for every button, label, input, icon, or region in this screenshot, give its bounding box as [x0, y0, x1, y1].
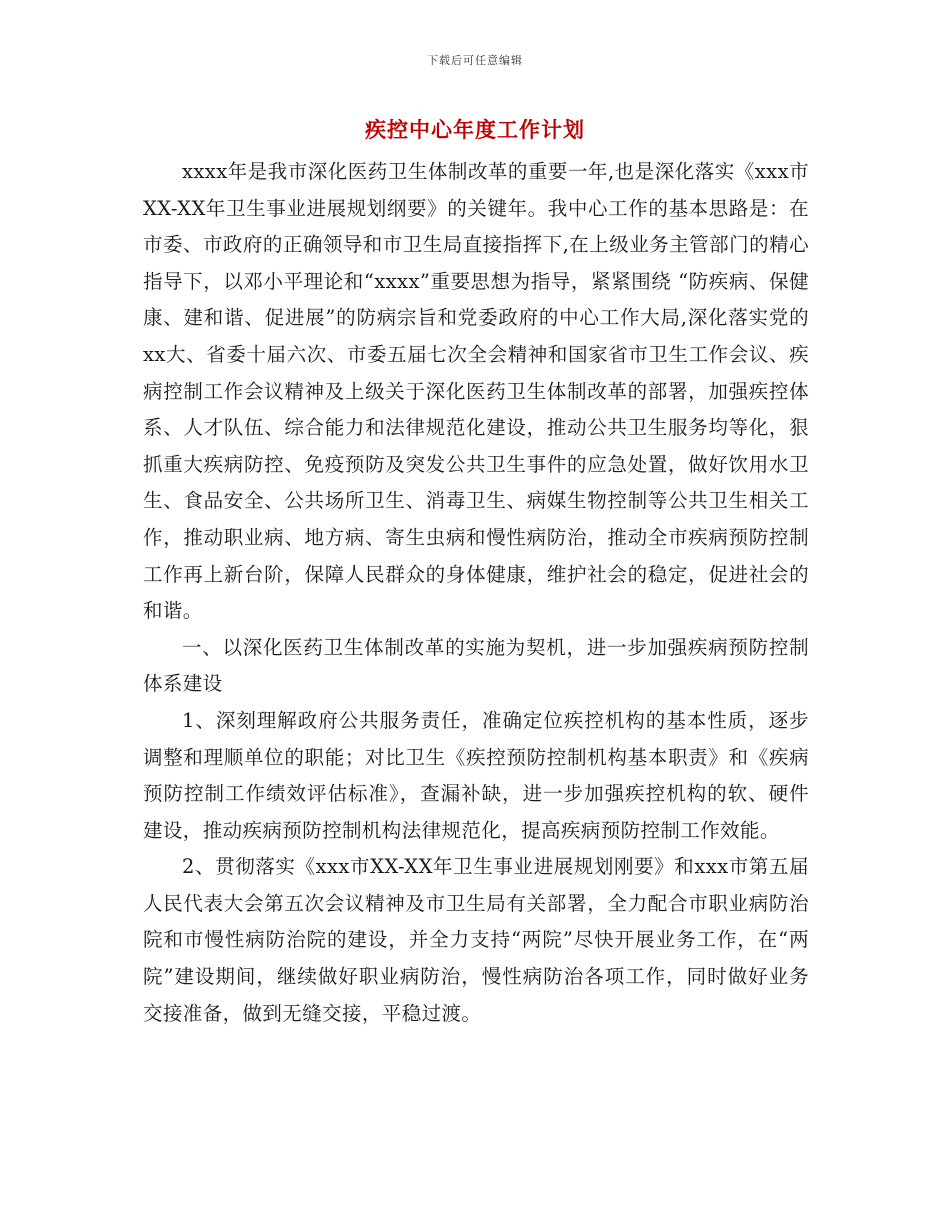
paragraph-intro: xxxx年是我市深化医药卫生体制改革的重要一年,也是深化落实《xxx市XX-XX年卫生事业进展规划纲要》的关键年。我中心工作的基本思路是：在市委、市政府的正确领导和市卫生局直接指挥下,在上级业务主管部门的精心指导下，以邓小平理论和“xxxx”重要思想为指导，紧紧围绕 “防疾病、保健康、建和谐、促进展”的防病宗旨和党委政府的中心工作大局,深化落实党的xx大、省委十届六次、市委五届七次全会精神和国家省市卫生工作会议、疾病控制工作会议精神及上级关于深化医药卫生体制改革的部署，加强疾控体系、人才队伍、综合能力和法律规范化建设，推动公共卫生服务均等化，狠抓重大疾病防控、免疫预防及突发公共卫生事件的应急处置，做好饮用水卫生、食品安全、公共场所卫生、消毒卫生、病媒生物控制等公共卫生相关工作，推动职业病、地方病、寄生虫病和慢性病防治，推动全市疾病预防控制工作再上新台阶，保障人民群众的身体健康，维护社会的稳定，促进社会的和谐。 — [143, 160, 809, 623]
document-title: 疾控中心年度工作计划 — [365, 117, 585, 142]
paragraph-item-2: 2、贯彻落实《xxx市XX-XX年卫生事业进展规划刚要》和xxx市第五届人民代表大会第五次会议精神及市卫生局有关部署，全力配合市职业病防治院和市慢性病防治院的建设，并全力支持“两院”尽快开展业务工作，在“两院”建设期间，继续做好职业病防治，慢性病防治各项工作，同时做好业务交接准备，做到无缝交接，平稳过渡。 — [143, 855, 809, 1025]
paragraph-item-1: 1、深刻理解政府公共服务责任，准确定位疾控机构的基本性质，逐步调整和理顺单位的职能；对比卫生《疾控预防控制机构基本职责》和《疾病预防控制工作绩效评估标准》，查漏补缺，进一步加强疾控机构的软、硬件建设，推动疾病预防控制机构法律规范化，提高疾病预防控制工作效能。 — [143, 708, 809, 842]
section-heading-1: 一、以深化医药卫生体制改革的实施为契机，进一步加强疾病预防控制体系建设 — [143, 635, 809, 696]
page-header-note: 下载后可任意编辑 — [427, 54, 523, 67]
document-body — [143, 154, 809, 1032]
